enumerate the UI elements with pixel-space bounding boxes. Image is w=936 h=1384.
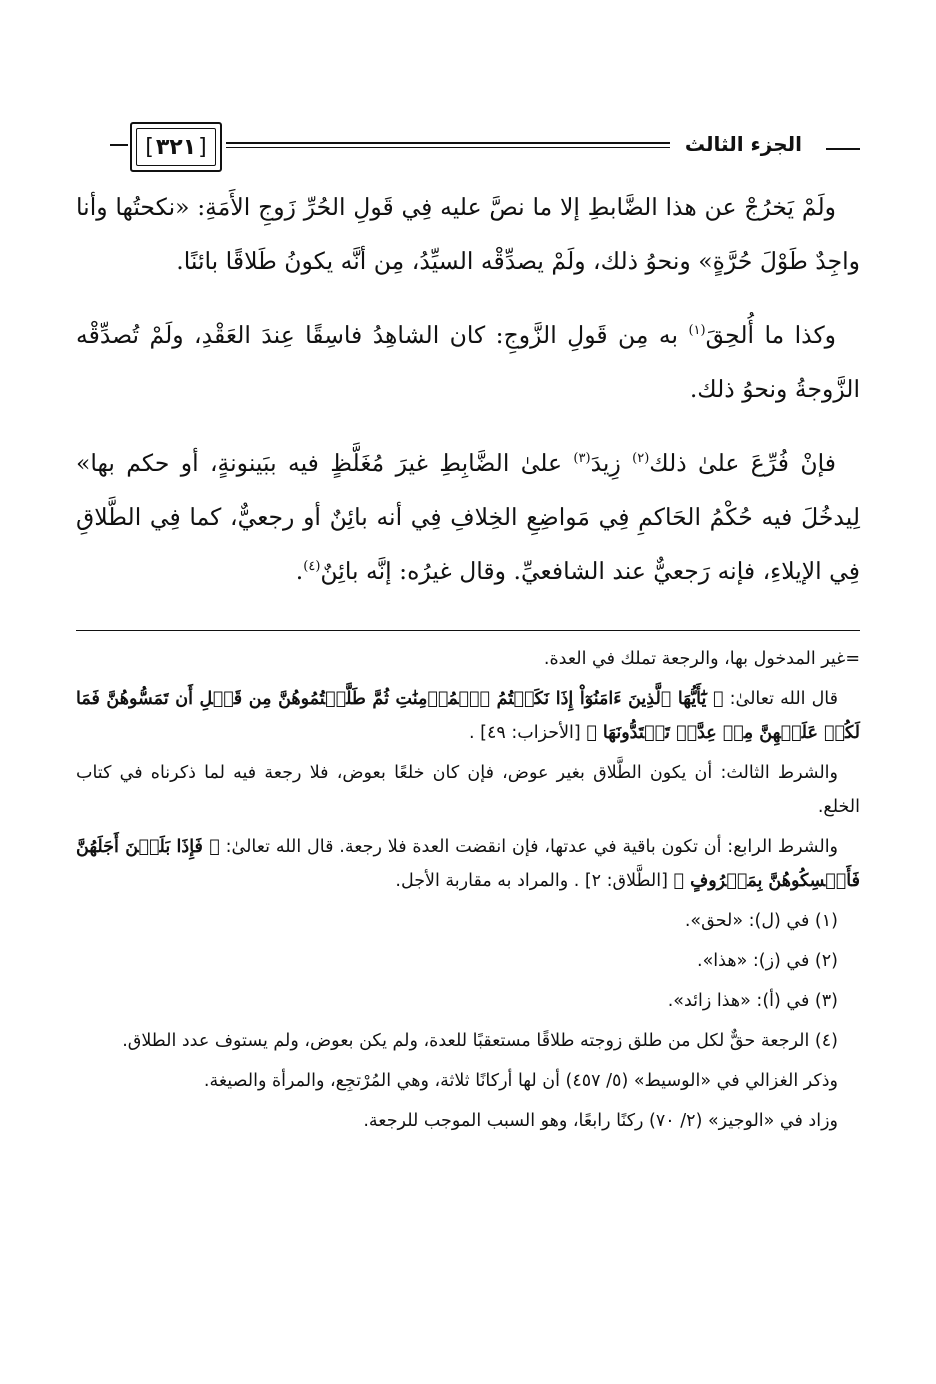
paragraph: فإنْ فُرِّعَ علىٰ ذلك$^{(٢)}$ زِيدَ$^{(٣)}$ علىٰ الضَّابِطِ غيرَ مُغَلَّظٍ فيه ببَينونةٍ، أو حكم بها» لِيدخُلَ فيه حُكْمُ الحَاكمِ فِي مَواضِعِ الخِلافِ فِي أنه بائِنٌ أو رجعيٌّ، كما فِي الطَّلاقِ فِي الإيلاءِ، فإنه رَجعيٌّ عند الشافعيِّ. وقال غيرُه: إنَّه بائِنٌ$^{(٤)}$.: [76, 449, 860, 585]
paragraph: ولَمْ يَخرُجْ عن هذا الضَّابطِ إلا ما نصَّ عليه فِي قَولِ الحُرِّ زَوجِ الأَمَةِ: «نكحتُها وأنا واجِدٌ طَوْلَ حُرَّةٍ» ونحوُ ذلك، ولَمْ يصدِّقْه السيِّدُ، مِن أنَّه يكونُ طَلاقًا بائنًا.: [76, 193, 860, 275]
footnote-4-continued: وذكر الغزالي في «الوسيط» (٥/ ٤٥٧) أن لها أركانًا ثلاثة، وهي المُرْتجِع، والمرأة والصيغة.: [203, 1071, 838, 1091]
header-dash: [826, 148, 860, 150]
footnote-4-continued: وزاد في «الوجيز» (٢/ ٧٠) ركنًا رابعًا، وهو السبب الموجب للرجعة.: [363, 1111, 838, 1131]
footnote-ref: (٣): [573, 451, 591, 467]
header-rule: [226, 142, 670, 148]
page-number-frame: [ ٣٢١ ]: [130, 122, 222, 172]
footnote-2: (٢) في (ز): «هذا».: [697, 951, 838, 971]
footnote-3: (٣) في (أ): «هذا زائد».: [667, 991, 838, 1011]
footnotes: [76, 642, 860, 1144]
quran-verse: ﴿ فَإِذَا بَلَغۡنَ أَجَلَهُنَّ فَأَمۡسِكُوهُنَّ بِمَعۡرُوفٍ ﴾: [76, 837, 860, 891]
paragraph: وكذا ما أُلحِقَ$^{(١)}$ به مِن قَولِ الزَّوجِ: كان الشاهِدُ فاسِقًا عِندَ العَقْدِ، ولَمْ تُصدِّقْه الزَّوجةُ ونحوُ ذلك.: [76, 321, 860, 403]
footnote-continuation: والشرط الرابع: أن تكون باقية في عدتها، فإن انقضت العدة فلا رجعة. قال الله تعالىٰ: ﴿ فَإِذَا بَلَغۡنَ أَجَلَهُنَّ فَأَمۡسِكُوهُنَّ بِمَعۡرُوفٍ ﴾ [الطَّلاق: ٢] . والمراد به مقاربة الأجل.: [76, 837, 860, 891]
quran-verse: ﴿ يَٰٓأَيُّهَا ٱلَّذِينَ ءَامَنُوٓاْ إِذَا نَكَحۡتُمُ ٱلۡمُؤۡمِنَٰتِ ثُمَّ طَلَّقۡتُمُوهُنَّ مِن قَبۡلِ أَن تَمَسُّوهُنَّ فَمَا لَكُمۡ عَلَيۡهِنَّ مِنۡ عِدَّةٖ تَعۡتَدُّونَهَا ﴾: [76, 689, 860, 743]
footnote-continuation: قال الله تعالىٰ: ﴿ يَٰٓأَيُّهَا ٱلَّذِينَ ءَامَنُوٓاْ إِذَا نَكَحۡتُمُ ٱلۡمُؤۡمِنَٰتِ ثُمَّ طَلَّقۡتُمُوهُنَّ مِن قَبۡلِ أَن تَمَسُّوهُنَّ فَمَا لَكُمۡ عَلَيۡهِنَّ مِنۡ عِدَّةٖ تَعۡتَدُّونَهَا ﴾ [الأحزاب: ٤٩] .: [76, 689, 860, 743]
page-number: ٣٢١: [155, 134, 197, 160]
main-text: [76, 180, 860, 618]
footnote-continuation: =غير المدخول بها، والرجعة تملك في العدة.: [543, 649, 860, 669]
footnote-ref: (٢): [632, 451, 650, 467]
footnote-ref: (١): [688, 323, 706, 339]
footnote-4: (٤) الرجعة حقٌّ لكل من طلق زوجته طلاقًا مستعقبًا للعدة، ولم يكن بعوض، ولم يستوف عدد الطلاق.: [122, 1031, 838, 1051]
footnote-ref: (٤): [303, 559, 321, 575]
volume-title: الجزء الثالث: [684, 132, 802, 156]
footnote-continuation: والشرط الثالث: أن يكون الطَّلاق بغير عوض، فإن كان خلعًا بعوض، فلا رجعة فيه لما ذكرناه في كتاب الخلع.: [76, 763, 860, 817]
footnote-separator: [76, 630, 860, 631]
header-dash: [110, 144, 128, 146]
footnote-1: (١) في (ل): «لحق».: [684, 911, 838, 931]
